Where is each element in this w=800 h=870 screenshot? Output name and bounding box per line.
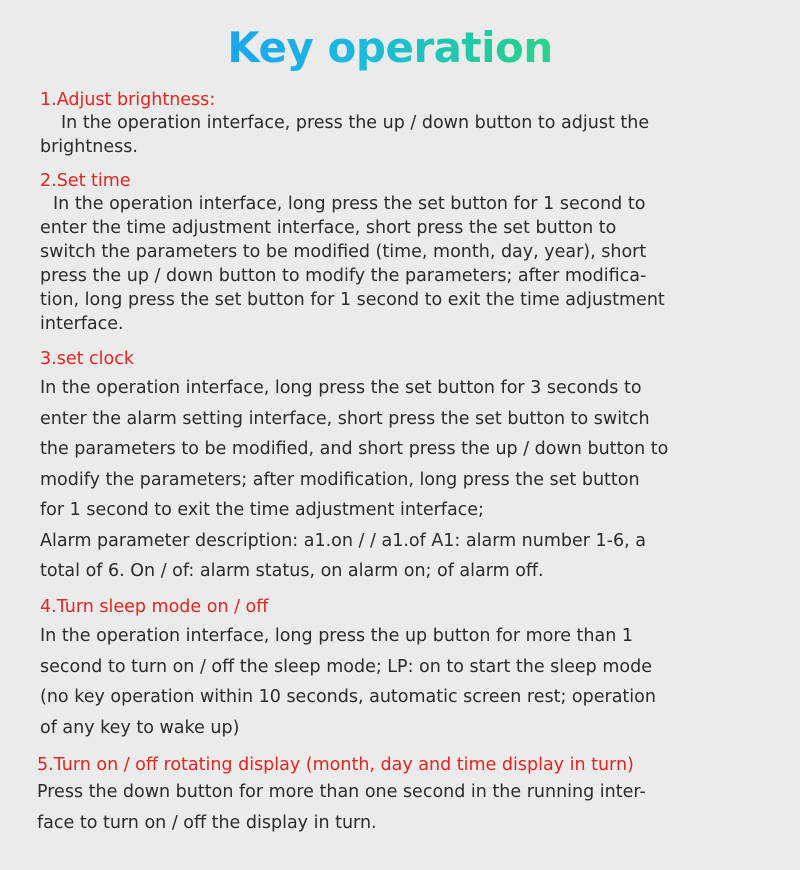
section-heading: 5.Turn on / off rotating display (month, day and time display in turn)	[37, 755, 634, 775]
body-line: Alarm parameter description: a1.on / / a1.of A1: alarm number 1-6, a	[40, 530, 646, 551]
section-body	[40, 373, 668, 587]
section-set-time	[40, 170, 665, 336]
body-line: the parameters to be modified, and short press the up / down button to	[40, 439, 669, 459]
body-line: of any key to wake up)	[40, 717, 240, 738]
body-line: press the up / down button to modify the parameters; after modifica-	[40, 266, 647, 286]
section-body	[37, 777, 646, 838]
body-line: enter the alarm setting interface, short press the set button to switch	[40, 408, 650, 429]
body-line: In the operation interface, long press the set button for 1 second to	[53, 194, 646, 214]
section-set-clock	[40, 348, 668, 587]
body-line: modify the parameters; after modification, long press the set button	[40, 469, 640, 490]
body-line: Press the down button for more than one second in the running inter-	[37, 782, 646, 802]
body-line: tion, long press the set button for 1 second to exit the time adjustment	[40, 290, 665, 310]
body-line: face to turn on / off the display in turn.	[37, 812, 377, 833]
body-line: In the operation interface, press the up / down button to adjust the	[61, 113, 650, 133]
section-body	[40, 621, 656, 743]
body-line: (no key operation within 10 seconds, automatic screen rest; operation	[40, 687, 656, 707]
section-heading: 1.Adjust brightness:	[40, 90, 216, 110]
section-body	[40, 111, 649, 159]
body-line: total of 6. On / of: alarm status, on alarm on; of alarm off.	[40, 561, 544, 581]
section-sleep-mode	[40, 596, 656, 743]
section-adjust-brightness	[40, 89, 649, 159]
body-line: switch the parameters to be modified (time, month, day, year), short	[40, 242, 647, 262]
body-line: for 1 second to exit the time adjustment interface;	[40, 500, 484, 520]
section-rotating-display	[37, 754, 646, 838]
body-line: second to turn on / off the sleep mode; LP: on to start the sleep mode	[40, 656, 652, 677]
section-body	[40, 192, 665, 336]
body-line: In the operation interface, long press the set button for 3 seconds to	[40, 378, 642, 398]
page-title: Key operation	[227, 23, 553, 72]
body-line: brightness.	[40, 137, 138, 157]
section-heading: 4.Turn sleep mode on / off	[40, 597, 269, 617]
body-line: enter the time adjustment interface, short press the set button to	[40, 218, 617, 238]
section-heading: 2.Set time	[40, 171, 131, 191]
body-line: interface.	[40, 314, 124, 334]
section-heading: 3.set clock	[40, 349, 134, 369]
body-line: In the operation interface, long press the up button for more than 1	[40, 626, 633, 646]
